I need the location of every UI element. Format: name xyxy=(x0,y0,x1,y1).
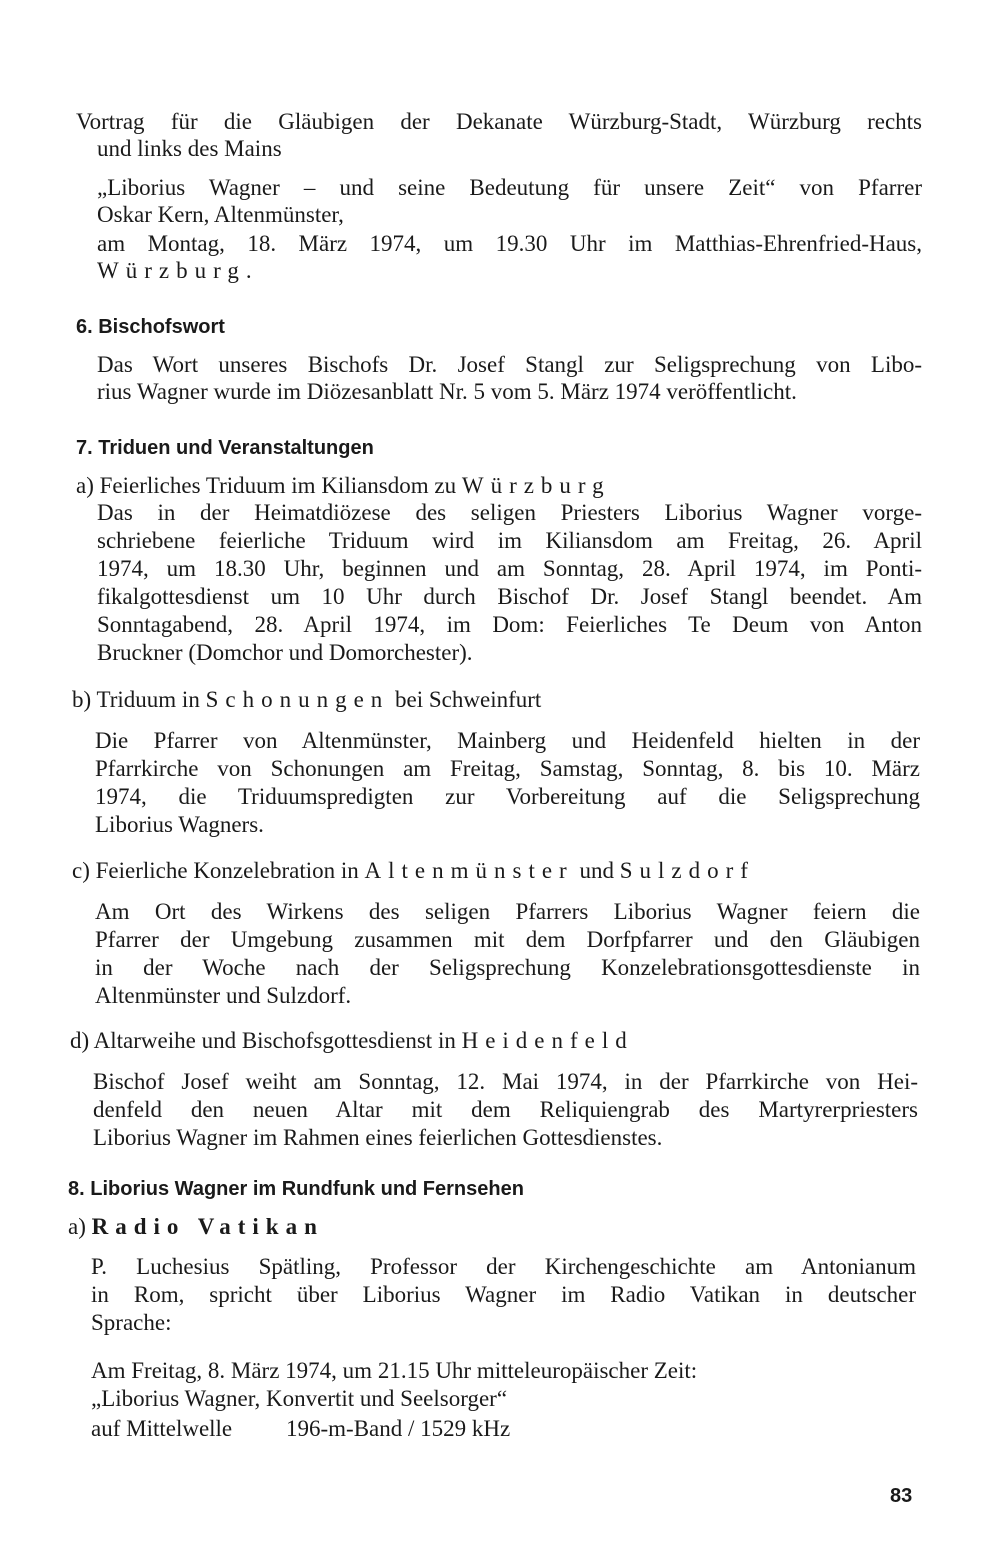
section-7c-line-2: Pfarrer der Umgebung zusammen mit dem Dorfpfarrer und den Gläubigen xyxy=(95,927,920,952)
page-number: 83 xyxy=(890,1485,913,1507)
section-7c-line-3: in der Woche nach der Seligsprechung Konzelebrationsgottesdienste in xyxy=(95,955,920,980)
section-7a-line-2: schriebene feierliche Triduum wird im Kiliansdom am Freitag, 26. April xyxy=(97,528,922,553)
section-7a-line-3: 1974, um 18.30 Uhr, beginnen und am Sonntag, 28. April 1974, im Ponti- xyxy=(97,556,922,581)
section-7c-title-place-1: Altenmünster xyxy=(364,858,574,883)
section-7d-title xyxy=(70,1027,634,1055)
section-7a-title-place: Würzburg xyxy=(461,473,611,498)
section-7a-title-prefix: a) Feierliches Triduum im Kiliansdom zu xyxy=(76,473,457,498)
section-7d-line-3: Liborius Wagner im Rahmen eines feierlichen Gottesdienstes. xyxy=(93,1125,663,1150)
section-6-heading: 6. Bischofswort xyxy=(76,316,225,338)
section-7a-line-1: Das in der Heimatdiözese des seligen Priesters Liborius Wagner vorge- xyxy=(97,500,922,525)
section-6-line-1: Das Wort unseres Bischofs Dr. Josef Stangl zur Seligsprechung von Libo- xyxy=(97,352,922,377)
section-7c-line-4: Altenmünster und Sulzdorf. xyxy=(95,983,352,1008)
section-8-heading: 8. Liborius Wagner im Rundfunk und Fernsehen xyxy=(68,1178,524,1200)
intro-line-5: am Montag, 18. März 1974, um 19.30 Uhr im Matthias-Ehrenfried-Haus, xyxy=(97,231,922,256)
section-6-line-2: rius Wagner wurde im Diözesanblatt Nr. 5 vom 5. März 1974 veröffentlicht. xyxy=(97,379,797,404)
intro-line-1: Vortrag für die Gläubigen der Dekanate Würzburg-Stadt, Würzburg rechts xyxy=(76,109,922,134)
section-7c-line-1: Am Ort des Wirkens des seligen Pfarrers Liborius Wagner feiern die xyxy=(95,899,920,924)
intro-line-4: Oskar Kern, Altenmünster, xyxy=(97,202,344,227)
broadcast-line-1: Am Freitag, 8. März 1974, um 21.15 Uhr mitteleuropäischer Zeit: xyxy=(91,1358,698,1383)
section-7d-title-prefix: d) Altarweihe und Bischofsgottesdienst in xyxy=(70,1028,456,1053)
section-8a-line-1: P. Luchesius Spätling, Professor der Kirchengeschichte am Antonianum xyxy=(91,1254,916,1279)
section-7a-line-5: Sonntagabend, 28. April 1974, im Dom: Feierliches Te Deum von Anton xyxy=(97,612,922,637)
section-7a-title xyxy=(76,472,611,500)
section-7d-line-1: Bischof Josef weiht am Sonntag, 12. Mai 1974, in der Pfarrkirche von Hei- xyxy=(93,1069,918,1094)
intro-line-6: Würzburg. xyxy=(97,258,259,283)
section-7-heading: 7. Triduen und Veranstaltungen xyxy=(76,437,374,459)
section-7a-line-4: fikalgottesdienst um 10 Uhr durch Bischof Dr. Josef Stangl beendet. Am xyxy=(97,584,922,609)
section-8a-title xyxy=(68,1213,324,1241)
section-7c-title-and: und xyxy=(579,858,614,883)
section-7b-title xyxy=(72,686,541,714)
section-7c-title-prefix: c) Feierliche Konzelebration in xyxy=(72,858,359,883)
section-8a-line-2: in Rom, spricht über Liborius Wagner im Radio Vatikan in deutscher xyxy=(91,1282,916,1307)
section-7b-line-1: Die Pfarrer von Altenmünster, Mainberg und Heidenfeld hielten in der xyxy=(95,728,920,753)
section-7b-title-place: Schonungen xyxy=(205,687,390,712)
section-8a-title-text: Radio Vatikan xyxy=(91,1214,324,1239)
broadcast-line-2: „Liborius Wagner, Konvertit und Seelsorger“ xyxy=(91,1386,508,1411)
broadcast-band-value: 196-m-Band / 1529 kHz xyxy=(286,1416,511,1441)
section-7b-line-2: Pfarrkirche von Schonungen am Freitag, Samstag, Sonntag, 8. bis 10. März xyxy=(95,756,920,781)
broadcast-band-label: auf Mittelwelle xyxy=(91,1416,233,1441)
section-8a-line-3: Sprache: xyxy=(91,1310,172,1335)
section-7b-line-3: 1974, die Triduumspredigten zur Vorbereitung auf die Seligsprechung xyxy=(95,784,920,809)
section-7c-title xyxy=(72,857,755,885)
intro-line-2: und links des Mains xyxy=(97,136,282,161)
section-7c-title-place-2: Sulzdorf xyxy=(619,858,755,883)
section-7b-line-4: Liborius Wagners. xyxy=(95,812,264,837)
intro-line-3: „Liborius Wagner – und seine Bedeutung für unsere Zeit“ von Pfarrer xyxy=(97,175,922,200)
section-7d-line-2: denfeld den neuen Altar mit dem Reliquiengrab des Martyrerpriesters xyxy=(93,1097,918,1122)
section-8a-label: a) xyxy=(68,1214,86,1239)
section-7b-title-prefix: b) Triduum in xyxy=(72,687,200,712)
section-7b-title-suffix: bei Schweinfurt xyxy=(395,687,542,712)
section-7d-title-place: Heidenfeld xyxy=(461,1028,634,1053)
section-7a-line-6: Bruckner (Domchor und Domorchester). xyxy=(97,640,473,665)
